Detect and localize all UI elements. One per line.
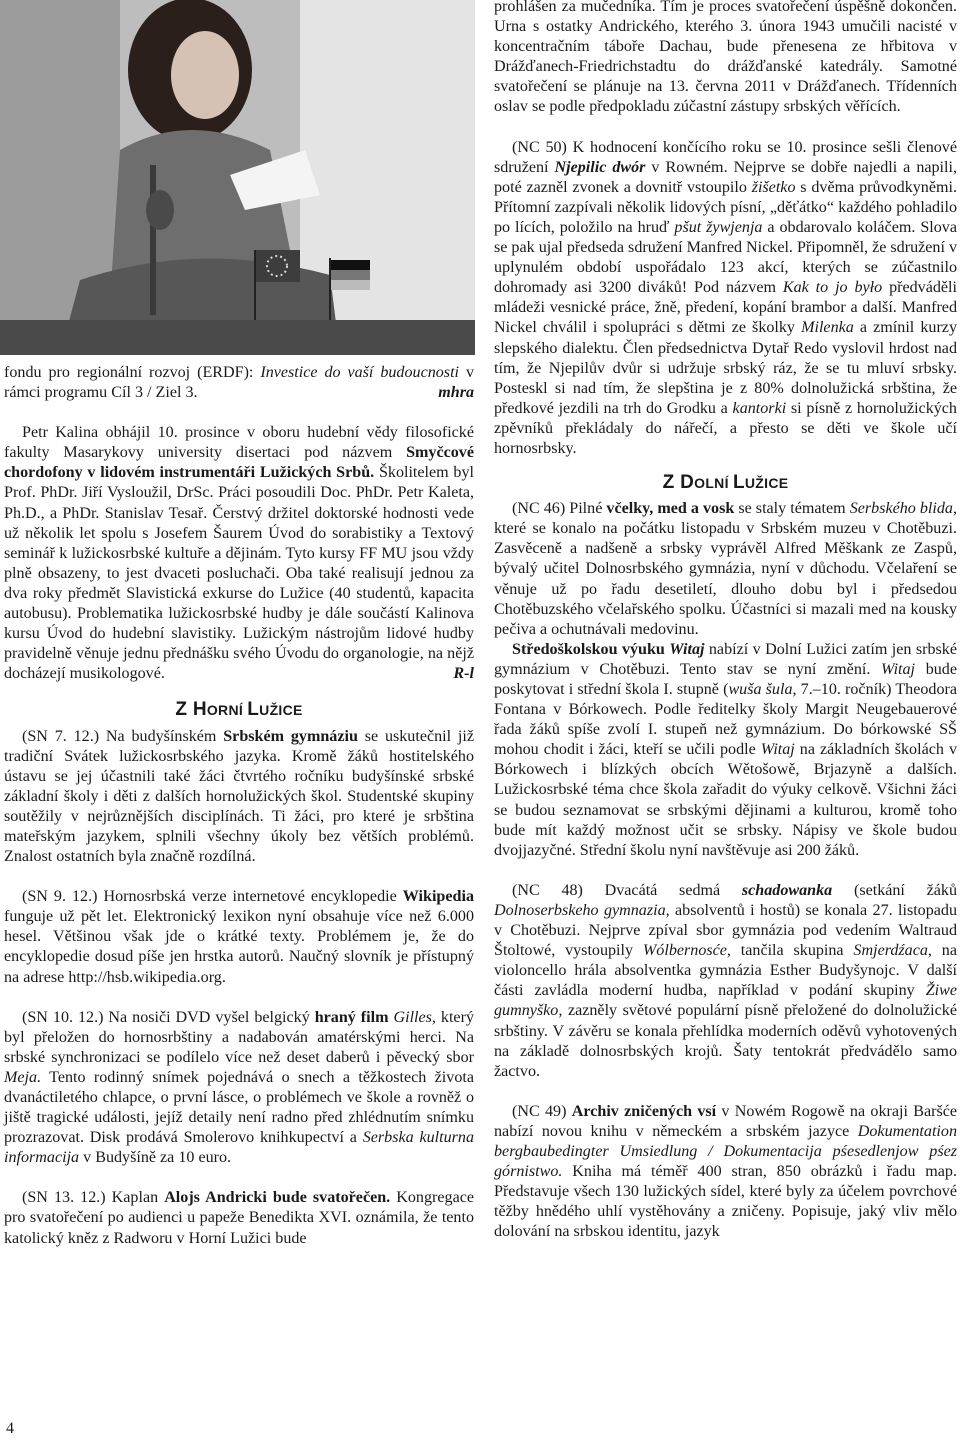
page-number: 4 bbox=[6, 1420, 14, 1437]
continued-paragraph: prohlášen za mučedníka. Tím je proces svatořečení úspěšně dokončen. Urna s ostatky Andrického, kterého 3. února 1943 umučili nacisté v koncentračním táboře Dachau, bude přenesena ze hřbitova v Drážďanech-Friedrichstadtu do drážďanské katedrály. Samotné svatořečení se plánuje na 13. června 2011 v Drážďanech. Třídenních oslav se podle předpokladu zúčastní zástupy srbských věřících. bbox=[494, 0, 957, 116]
sn9-paragraph bbox=[4, 887, 474, 987]
text: se uskutečnil již tradiční Svátek lužickosrbského jazyka. Kromě žáků hostitelského ústavu se jej účastnili také žáci čtvrtého ročníku budyšínské srbské základní školy i děti z dalších hornolužických škol. Studentské skupiny soutěžily v nejrůznějších disciplínách. Ti žáci, pro které je srbština mateřským jazykem, splnili všechny úkoly bez větších problémů. Znalost ostatních byla značně rozdílná. bbox=[4, 727, 474, 866]
article-photo bbox=[0, 0, 475, 355]
text-bold: Srbském gymnáziu bbox=[223, 727, 358, 745]
text: (SN 9. 12.) Hornosrbská verze internetové encyklopedie bbox=[22, 888, 403, 906]
text: funguje už pět let. Elektronický lexikon nyní obsahuje více než 6.000 hesel. Většinou však jde o krátké texty. Problémem je, že do encyklopedie dosud píše jen hrstka autorů. Naučný slovník je přístupný na adrese http://hsb.wikipedia.org. bbox=[4, 908, 474, 986]
text: fondu pro regionální rozvoj (ERDF): bbox=[4, 364, 261, 381]
right-column bbox=[494, 0, 957, 1242]
witaj-paragraph: Středoškolskou výuku Witaj nabízí v Dolní Lužici zatím jen srbské gymnázium v Chotěbuzi. Tento stav se nyní změní. Witaj bude poskytovat i střední škola I. stupně (wuša šula, 7.–10. ročník) Theodora Fontana v Bórkowech. Podle ředitelky školy Margit Neugebauerové řada žáků spíše zvolí I. stupeň než gymnázium. Do bórkowské SŠ mohou chodit i žáci, kteří se učili podle Witaj na základních školách v Bórkowech i blízkých obcích Wětošowě, Brjazyně a dalších. Lužickosrbské téma chce škola zařadit do výuky celkově. Všichni žáci se budou seznamovat se srbskými dějinami a kulturou, kromě toho bude mít každý možnost učit se srbsky. Nápisy ve škole budou dvojjazyčné. Střední školu nyní navštěvuje asi 200 žáků. bbox=[494, 640, 957, 859]
text-bold: Wikipedia bbox=[402, 888, 474, 906]
sn7-paragraph bbox=[4, 727, 474, 868]
left-column bbox=[4, 363, 474, 1249]
nc50-paragraph: (NC 50) K hodnocení končícího roku se 10. prosince sešli členové sdružení Njepilic dwór v Rowném. Nejprve se dobře najedli a napili, poté zazněl zvonek a dovnitř vstoupilo žišetko s dvěma průvodkyněmi. Přítomní zazpívali několik lidových písní, „děťátko“ každého pohladilo po lících, položilo na hruď pšut žywjenja a obdarovalo koláčem. Slova se pak ujal předseda sdružení Manfred Nickel. Připomněl, že sdružení v uplynulém období uspořádalo 123 akcí, kterých se zúčastnilo dohromady asi 3200 diváků! Pod názvem Kak to jo było předváděli mládeži vesnické práce, žně, předení, kopání brambor a další. Manfred Nickel chválil i spolupráci s dětmi ze školky Milenka a zmínil kurzy slepského dialektu. Člen předsednictva Dytař Redo vyslovil hrdost nad tím, že Njepilův dvůr si udržuje srbský ráz, že se tu mluví srbsky. Posteskl si nad tím, že slepština je z 80% dolnolužická srbština, že předkové jezdili na trh do Grodku a kantorki si písně z hornolužických zpěvníků překládaly do nářečí, a přesto se děti ve škole učí hornosrbsky. bbox=[494, 138, 958, 457]
sn10-paragraph: (SN 10. 12.) Na nosiči DVD vyšel belgický hraný film Gilles, který byl přeložen do hornosrbštiny a nadabován amatérskými herci. Na srbské synchronizaci se podílelo více než deset daberů i pěvecký sbor Meja. Tento rodinný snímek pojednává o snech a těžkostech života dvanáctiletého chlapce, o první lásce, o problémech ve škole a rovněž o jiště tragické události, jejíž detaily není radno před zhlédnutím snímku prozrazovat. Disk prodává Smolerovo knihkupectví a Serbska kulturna informacija v Budyšíně za 10 euro. bbox=[4, 1008, 475, 1167]
heading-horni-luzice: Z HORNÍ LUŽICE bbox=[175, 699, 303, 721]
text: (SN 7. 12.) Na budyšínském bbox=[22, 727, 224, 745]
text-italic: Investice do vaší budoucnosti bbox=[260, 364, 460, 381]
photo-woman-reading-icon bbox=[0, 0, 475, 355]
sn13-paragraph: (SN 13. 12.) Kaplan Alojs Andricki bude svatořečen. Kongregace pro svatořečení po audienci u papeže Benedikta XVI. oznámila, že tento katolický kněz z Radworu v Horní Lužici bude bbox=[4, 1189, 475, 1247]
text: Školitelem byl Prof. PhDr. Jiří Vysloužil, DrSc. Práci posoudili Doc. PhDr. Petr Kaleta, Ph.D., a PhDr. Stanislav Tesař. Čerstvý držitel doktorské hodnosti vede už několik let spolu s Josefem Šaurem Úvod do sorabistiky a Textový seminář k lužickosrbské kultuře a dějinám. Tyto kursy FF MU jsou vždy plně obsazeny, to jest dvaceti posluchači. Oba také realisují jednou za dva roky předmět Slavistická exkurse do Lužice (40 studentů, kapacita autobusu). Problematika lužickosrbské hudby je dále součástí Kalinova kursu Úvod do hudební slavistiky. Lužickým nástrojům lidové hudby pravidelně věnuje jednu přednášku svého Úvodu do organologie, na nějž docházejí musikologové. bbox=[4, 464, 474, 683]
text-bold: Smyčcové chordofony v lidovém instrumentáři Lužických Srbů. bbox=[4, 444, 474, 482]
nc48-paragraph: (NC 48) Dvacátá sedmá schadowanka (setkání žáků Dolnoserbskeho gymnazia, absolventů i hostů) se konala 27. listopadu v Chotěbuzi. Nejprve zpíval sbor gymnázia pod vedením Waltraud Štoltowé, vystoupily Wólbernosće, tančila skupina Smjerdźaca, na violoncello hrála absolventka gymnázia Esther Budyšynojc. V další části zavládla moderní hudba, například v podání skupiny Žiwe gumnyško, zazněly světové populární písně přeložené do dolnolužické srbštiny. V závěru se konala přehlídka moderních oděvů vyhotovených na základě dolnosrbských krojů. Šaty tentokrát předvádělo samo žactvo. bbox=[494, 881, 958, 1080]
text: v rámci programu Cíl 3 / Ziel 3. bbox=[4, 364, 474, 402]
kalina-paragraph bbox=[4, 423, 474, 684]
text: Petr Kalina obhájil 10. prosince v oboru hudební vědy filosofické fakulty Masarykovy university disertaci pod názvem bbox=[4, 424, 474, 462]
erdf-paragraph bbox=[4, 363, 474, 403]
author-sign: R-l bbox=[453, 665, 474, 683]
nc49-paragraph: (NC 49) Archiv zničených vsí v Nowém Rogowě na okraji Baršće nabízí novou knihu v německém a srbském jazyce Dokumentation bergbaubedingter Umsiedlung / Dokumentacija pśesedlenjow pśez górnistwo. Kniha má téměř 400 stran, 850 obrázků i řadu map. Představuje všech 130 lužických sídel, které byly za účelem povrchové těžby hnědého uhlí vystěhovány a zničeny. Popisuje, jaký vliv mělo dolování na srbskou identitu, jazyk bbox=[494, 1102, 958, 1241]
author-sign: mhra bbox=[438, 384, 474, 402]
nc46-paragraph: (NC 46) Pilné včelky, med a vosk se staly tématem Serbského blida, které se konalo na počátku listopadu v Srbském muzeu v Chotěbuzi. Zasvěceně a nadšeně a srbsky vyprávěl Alfred Měškank ze Zaspů, bývalý učitel Dolnosrbského gymnázia, nyní v důchodu. Včelaření se věnuje už po řadu desetiletí, dlouho dobu byl i předsedou Chotěbuzského včelařského spolku. Účastníci si mazali med na kousky pečiva a ochutnávali medovinu. bbox=[494, 500, 957, 638]
heading-dolni-luzice: Z DOLNÍ LUŽICE bbox=[662, 472, 789, 494]
